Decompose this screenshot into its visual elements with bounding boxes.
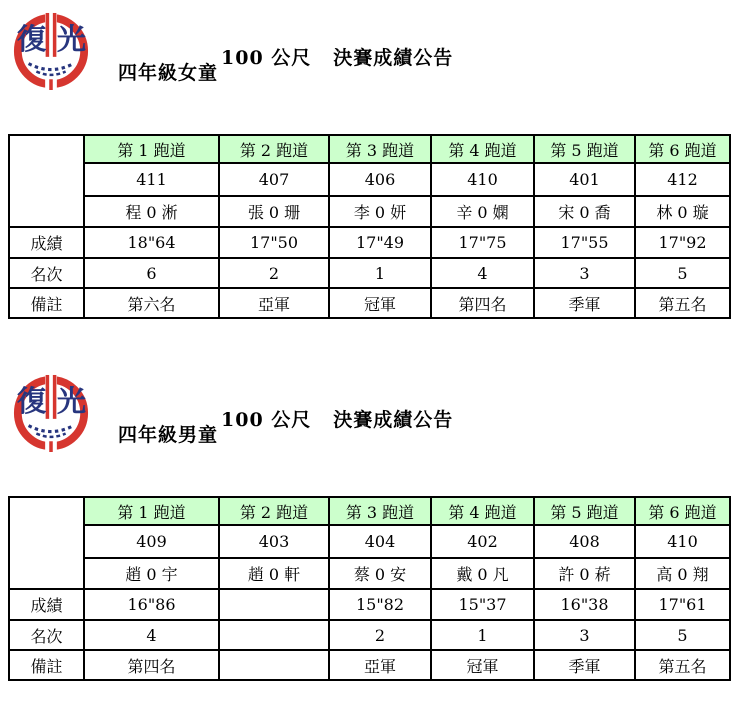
results-table-girls: [8, 134, 731, 319]
lane-header: 第 2 跑道: [219, 135, 329, 163]
rank-value: 4: [431, 258, 534, 288]
remark-value: 季軍: [534, 288, 635, 318]
athlete-name: 林 0 璇: [635, 196, 730, 227]
score-value: 17"61: [635, 589, 730, 620]
score-row: [9, 589, 730, 620]
row-label-rank: 名次: [9, 620, 84, 650]
lane-header: 第 6 跑道: [635, 497, 730, 525]
rank-value: 1: [329, 258, 431, 288]
athlete-number: 410: [431, 163, 534, 196]
score-value: 17"49: [329, 227, 431, 258]
lane-header: 第 4 跑道: [431, 135, 534, 163]
rank-value: 6: [84, 258, 219, 288]
results-table-boys: [8, 496, 731, 681]
school-logo-graphic: [12, 10, 90, 92]
athlete-name: 戴 0 凡: [431, 558, 534, 589]
school-logo: [12, 10, 90, 92]
event-title-girls: [221, 43, 453, 70]
rank-value: 3: [534, 258, 635, 288]
athlete-number: 412: [635, 163, 730, 196]
lane-header: 第 5 跑道: [534, 497, 635, 525]
remark-value: 亞軍: [219, 288, 329, 318]
school-logo-graphic: [12, 372, 90, 454]
lane-header: 第 6 跑道: [635, 135, 730, 163]
rank-row: [9, 258, 730, 288]
remark-value: 第五名: [635, 650, 730, 680]
event-title-boys: [221, 405, 453, 432]
lane-header-row: [9, 135, 730, 163]
remark-value: 第六名: [84, 288, 219, 318]
lane-header: 第 3 跑道: [329, 135, 431, 163]
row-label-score: 成績: [9, 589, 84, 620]
athlete-number: 404: [329, 525, 431, 558]
remark-row: [9, 650, 730, 680]
score-value: 17"55: [534, 227, 635, 258]
lane-header-row: [9, 497, 730, 525]
score-value: 15"82: [329, 589, 431, 620]
score-value: 16"86: [84, 589, 219, 620]
remark-value: 亞軍: [329, 650, 431, 680]
athlete-number-row: [9, 525, 730, 558]
athlete-name: 蔡 0 安: [329, 558, 431, 589]
school-logo: [12, 372, 90, 454]
logo-char-right: 光: [56, 384, 87, 419]
logo-char-left: 復: [16, 384, 47, 419]
athlete-name: 張 0 珊: [219, 196, 329, 227]
rank-row: [9, 620, 730, 650]
row-label-remark: 備註: [9, 650, 84, 680]
remark-value: 第四名: [431, 288, 534, 318]
score-value: 15"37: [431, 589, 534, 620]
athlete-number: 410: [635, 525, 730, 558]
athlete-number: 408: [534, 525, 635, 558]
score-value: 16"38: [534, 589, 635, 620]
logo-char-left: 復: [16, 22, 47, 57]
row-label-remark: 備註: [9, 288, 84, 318]
remark-value: 季軍: [534, 650, 635, 680]
score-value: 18"64: [84, 227, 219, 258]
athlete-name-row: [9, 196, 730, 227]
row-label-rank: 名次: [9, 258, 84, 288]
remark-value: 第五名: [635, 288, 730, 318]
rank-value: 1: [431, 620, 534, 650]
athlete-name: 李 0 妍: [329, 196, 431, 227]
corner-cell: [9, 497, 84, 589]
athlete-name: 許 0 菥: [534, 558, 635, 589]
score-value: 17"75: [431, 227, 534, 258]
rank-value: [219, 620, 329, 650]
corner-cell: [9, 135, 84, 227]
athlete-number: 402: [431, 525, 534, 558]
logo-char-right: 光: [56, 22, 87, 57]
rank-value: 3: [534, 620, 635, 650]
rank-value: 4: [84, 620, 219, 650]
athlete-name: 程 0 淅: [84, 196, 219, 227]
athlete-number: 409: [84, 525, 219, 558]
lane-header: 第 1 跑道: [84, 497, 219, 525]
rank-value: 5: [635, 620, 730, 650]
event-distance: 100 公尺: [221, 409, 312, 431]
lane-header: 第 5 跑道: [534, 135, 635, 163]
lane-header: 第 1 跑道: [84, 135, 219, 163]
event-distance: 100 公尺: [221, 47, 312, 69]
athlete-name: 趙 0 宇: [84, 558, 219, 589]
group-label-boys: 四年級男童: [118, 424, 219, 446]
rank-value: 5: [635, 258, 730, 288]
athlete-number: 406: [329, 163, 431, 196]
athlete-number: 411: [84, 163, 219, 196]
score-value: 17"50: [219, 227, 329, 258]
athlete-name: 宋 0 喬: [534, 196, 635, 227]
rank-value: 2: [329, 620, 431, 650]
row-label-score: 成績: [9, 227, 84, 258]
score-row: [9, 227, 730, 258]
athlete-number-row: [9, 163, 730, 196]
lane-header: 第 2 跑道: [219, 497, 329, 525]
athlete-name-row: [9, 558, 730, 589]
athlete-number: 407: [219, 163, 329, 196]
remark-value: 第四名: [84, 650, 219, 680]
athlete-name: 高 0 翔: [635, 558, 730, 589]
athlete-name: 辛 0 嫻: [431, 196, 534, 227]
remark-value: 冠軍: [431, 650, 534, 680]
athlete-number: 403: [219, 525, 329, 558]
score-value: [219, 589, 329, 620]
lane-header: 第 3 跑道: [329, 497, 431, 525]
remark-value: 冠軍: [329, 288, 431, 318]
event-announcement: 決賽成績公告: [333, 47, 454, 69]
lane-header: 第 4 跑道: [431, 497, 534, 525]
athlete-number: 401: [534, 163, 635, 196]
athlete-name: 趙 0 軒: [219, 558, 329, 589]
group-label-girls: 四年級女童: [118, 62, 219, 84]
remark-value: [219, 650, 329, 680]
rank-value: 2: [219, 258, 329, 288]
remark-row: [9, 288, 730, 318]
score-value: 17"92: [635, 227, 730, 258]
section-boys: [0, 362, 738, 724]
event-announcement: 決賽成績公告: [333, 409, 454, 431]
